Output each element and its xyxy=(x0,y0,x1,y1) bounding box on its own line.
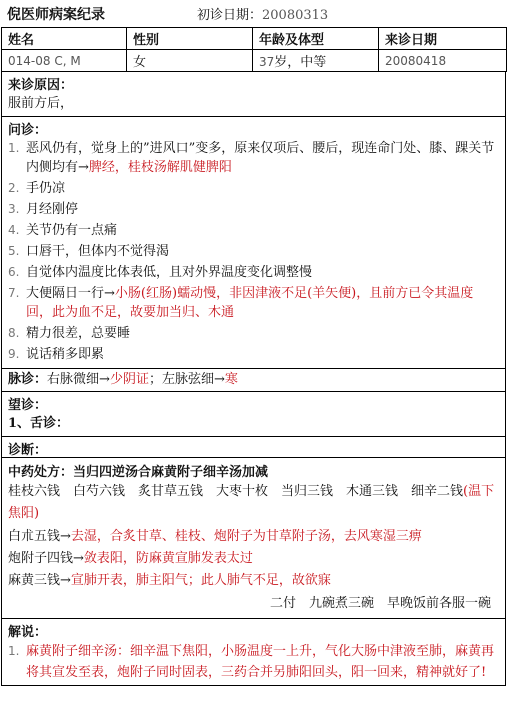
item-number: 8. xyxy=(8,326,20,340)
diagnosis-label: 诊断： xyxy=(8,443,48,458)
symptom: 恶风仍有，觉身上的”进风口”变多，原来仅项后、腰后，现连命门处、膝、踝关节内侧均有 xyxy=(26,141,495,175)
pulse-left: ；左脉弦细 xyxy=(148,372,214,387)
inquiry-label: 问诊： xyxy=(8,123,48,138)
item-number: 7. xyxy=(8,286,20,300)
item-number: 5. xyxy=(8,244,20,258)
symptom: 月经刚停 xyxy=(26,202,79,217)
diagnosis-section xyxy=(2,437,505,458)
tongue-label: 望诊： xyxy=(8,398,48,413)
explanation-label: 解说： xyxy=(8,625,48,640)
item-number: 1. xyxy=(8,644,20,658)
analysis-note: 小肠(红肠)蠕动慢，非因津液不足(羊矢便)，且前方已令其温度回，此为血不足，故要加当归、木通 xyxy=(26,286,474,320)
tongue-text: 1、舌诊： xyxy=(8,416,70,431)
item-text xyxy=(26,221,499,240)
symptom: 自觉体内温度比体表低，且对外界温度变化调整慢 xyxy=(26,265,313,280)
patient-sex: 女 xyxy=(127,50,253,72)
reason-text: 服前方后， xyxy=(8,96,74,111)
case-record-page xyxy=(1,0,506,686)
record-header xyxy=(1,0,506,27)
item-number: 1. xyxy=(8,141,20,155)
explanation-text: 麻黄附子细辛汤：细辛温下焦阳，小肠温度一上升，气化大肠中津液至肺，麻黄再将其宣发至表，炮附子同时固表，三药合并另肺阳回头，阳一回来，精神就好了! xyxy=(26,644,495,680)
header-age: 年龄及体型 xyxy=(253,28,379,50)
herb-mahuang-note: 宣肺开表，肺主阳气；此人肺气不足，故欲寐 xyxy=(70,573,331,588)
item-number: 4. xyxy=(8,223,20,237)
tongue-section xyxy=(2,392,505,437)
item-text xyxy=(26,263,499,282)
prescription-line-1 xyxy=(2,480,505,526)
inquiry-item xyxy=(2,200,505,219)
inquiry-item xyxy=(2,221,505,240)
item-number: 9. xyxy=(8,347,20,361)
prescription-line-2 xyxy=(2,526,505,548)
arrow-icon: → xyxy=(60,573,71,588)
arrow-icon: → xyxy=(99,372,110,387)
analysis-note: 脾经，桂枝汤解肌健脾阳 xyxy=(88,160,232,175)
herb-mahuang: 麻黄三钱 xyxy=(8,573,61,588)
inquiry-item xyxy=(2,242,505,261)
pulse-note-2: 寒 xyxy=(224,372,238,387)
item-text xyxy=(26,284,499,322)
herb-baizhu: 白朮五钱 xyxy=(8,529,61,544)
symptom: 口唇干，但体内不觉得渴 xyxy=(26,244,170,259)
inquiry-item xyxy=(2,345,505,364)
item-text xyxy=(26,242,499,261)
symptom: 说话稍多即累 xyxy=(26,347,105,362)
patient-visit-date: 20080418 xyxy=(379,50,507,72)
reason-label: 来诊原因： xyxy=(8,78,74,93)
inquiry-item xyxy=(2,263,505,282)
item-number: 6. xyxy=(8,265,20,279)
inquiry-section xyxy=(2,117,505,369)
date-value: 20080313 xyxy=(262,8,329,23)
symptom: 关节仍有一点痛 xyxy=(26,223,118,238)
pulse-right: 右脉微细 xyxy=(47,372,100,387)
header-name: 姓名 xyxy=(2,28,127,50)
inquiry-item xyxy=(2,284,505,322)
arrow-icon: → xyxy=(213,372,225,387)
inquiry-list xyxy=(2,139,505,364)
item-text xyxy=(26,139,499,177)
arrow-icon: → xyxy=(73,551,84,566)
item-number: 2. xyxy=(8,181,20,195)
first-visit-date xyxy=(197,4,328,23)
pulse-section xyxy=(2,369,505,392)
herbs-list: 桂枝六钱 白芍六钱 炙甘草五钱 大枣十枚 当归三钱 木通三钱 细辛二钱 xyxy=(8,484,464,499)
prescription-line-4 xyxy=(2,570,505,592)
date-label: 初诊日期： xyxy=(197,8,263,23)
item-text xyxy=(26,179,499,198)
herb-baizhu-note: 去湿，合炙甘草、桂枝、炮附子为甘草附子汤，去风寒湿三痹 xyxy=(70,529,422,544)
herb-fuzi-note: 敛表阳，防麻黄宣肺发表太过 xyxy=(83,551,253,566)
symptom: 大便隔日一行 xyxy=(26,286,105,301)
inquiry-item xyxy=(2,179,505,198)
patient-age xyxy=(253,50,379,72)
item-text xyxy=(26,200,499,219)
record-title: 倪医师病案纪录 xyxy=(7,6,105,23)
age-number: 37 xyxy=(259,55,275,69)
age-rest: 岁，中等 xyxy=(274,55,327,70)
arrow-icon: → xyxy=(60,529,71,544)
herbs-note: (温下焦阳) xyxy=(8,484,495,521)
prescription-section xyxy=(2,458,505,619)
reason-section xyxy=(2,72,505,117)
item-number: 3. xyxy=(8,202,20,216)
item-text xyxy=(26,324,499,343)
record-body xyxy=(1,72,506,686)
pulse-label: 脉诊： xyxy=(8,372,48,387)
prescription-label: 中药处方：当归四逆汤合麻黄附子细辛汤加减 xyxy=(8,465,269,480)
patient-info-table xyxy=(1,27,507,72)
arrow-icon: → xyxy=(78,160,89,175)
prescription-line-3 xyxy=(2,548,505,570)
pulse-note-1: 少阴证 xyxy=(109,372,149,387)
inquiry-item xyxy=(2,139,505,177)
explanation-section xyxy=(2,619,505,683)
inquiry-item xyxy=(2,324,505,343)
header-visit-date: 来诊日期 xyxy=(379,28,507,50)
patient-id: 014-08 C, M xyxy=(2,50,127,72)
herb-fuzi: 炮附子四钱 xyxy=(8,551,74,566)
item-text xyxy=(26,345,499,364)
symptom: 手仍凉 xyxy=(26,181,66,196)
symptom: 精力很差，总要睡 xyxy=(26,326,131,341)
header-sex: 性别 xyxy=(127,28,253,50)
arrow-icon: → xyxy=(104,286,115,301)
explanation-item xyxy=(2,641,505,683)
dosage-instructions: 二付 九碗煮三碗 早晚饭前各服一碗 xyxy=(269,596,491,611)
